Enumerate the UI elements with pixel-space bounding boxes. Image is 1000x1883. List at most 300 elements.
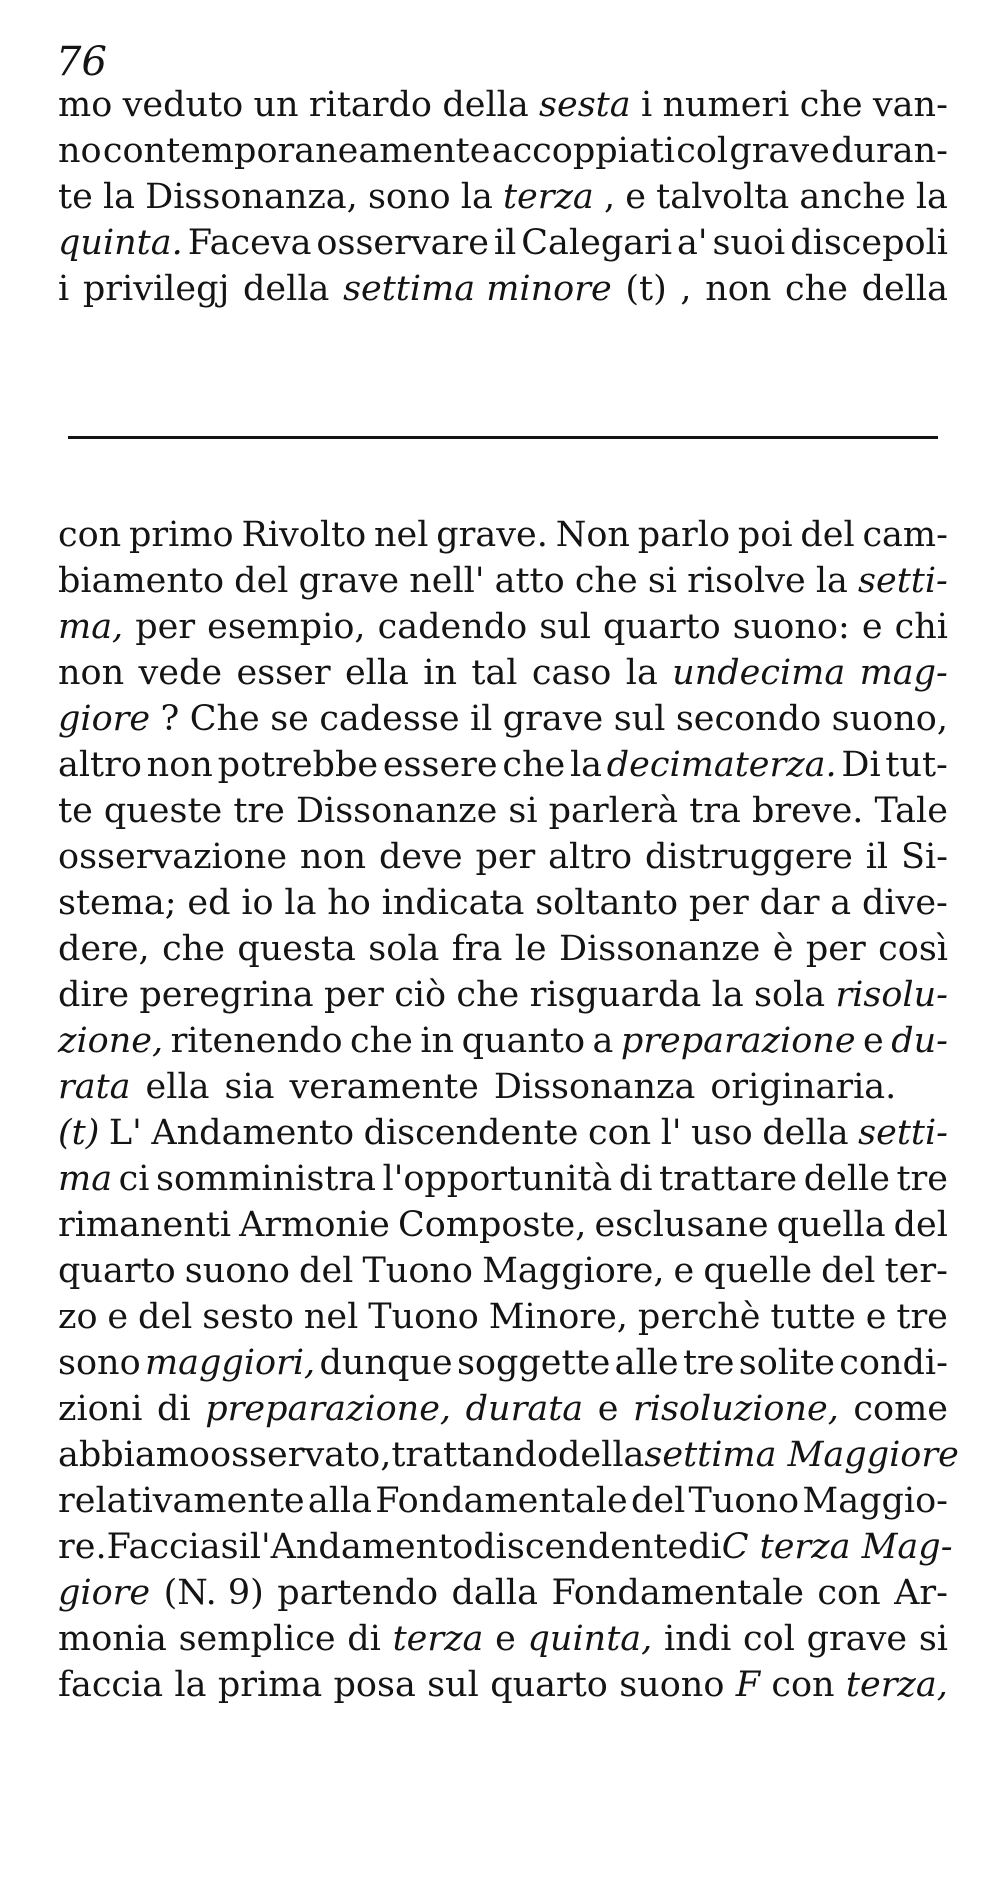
word: Calegari [521,223,673,263]
word: tre [233,791,285,831]
word: nell' [409,561,485,601]
word: con [587,1113,652,1153]
page-number: 76 [56,39,107,85]
word: per [688,883,749,923]
word: quarto [58,1251,176,1291]
word: prima [217,1665,323,1705]
word: tut- [885,745,948,785]
word: somministra [155,1159,376,1199]
word: discepoli [790,223,948,263]
word: esclusane [594,1205,769,1245]
word: che [574,561,638,601]
word: ci [118,1159,150,1199]
word: del [821,1251,876,1291]
word: dunque [319,1343,453,1383]
word: Armonie [239,1205,390,1245]
word: decimaterza. [606,745,837,785]
horizontal-rule [68,436,938,439]
word: Di [841,745,881,785]
word: Tale [874,791,948,831]
word: ella [344,653,409,693]
text-line [58,696,948,742]
word: Fondamentale [551,1573,804,1613]
word: di [688,1527,722,1567]
word: terza [392,1619,484,1659]
word: ed [187,883,231,923]
word: van- [872,85,948,125]
word: la [284,883,317,923]
word: Si- [901,837,948,877]
word: deve [378,837,463,877]
word: che [162,929,225,969]
word: del [800,515,855,555]
word: setti- [858,1113,948,1153]
word: Composte, [397,1205,587,1245]
word: , [603,177,616,217]
word: Fondamentale [375,1481,628,1521]
word: della [442,85,529,125]
word: suono, [831,699,948,739]
word: se [270,699,309,739]
word: fra [451,929,503,969]
word: suoi [712,223,786,263]
word: non [299,837,367,877]
word: te [58,177,93,217]
word: del [893,1205,948,1245]
word: faccia [58,1665,164,1705]
text-line [58,1386,948,1432]
upper-text-block [58,82,948,312]
word: perchè [637,1297,761,1337]
word: rimanenti [58,1205,232,1245]
text-line [58,834,948,880]
word: di [618,1159,653,1199]
lower-text-block [58,512,959,1708]
word: e [865,1297,887,1337]
word: relativamente [58,1481,305,1521]
word: Dissonanza [493,1067,696,1107]
word: ter- [884,1251,948,1291]
word: sola [754,975,826,1015]
word: du- [891,1021,948,1061]
word: osservare [316,223,489,263]
word: ciò [394,975,447,1015]
word: parlo [637,515,731,555]
word: in [420,1021,455,1061]
text-line [58,174,948,220]
word: indi [663,1619,732,1659]
word: esser [236,653,331,693]
word: anche [799,177,906,217]
word: parlerà [548,791,679,831]
word: maggiori, [144,1343,316,1383]
word: l'opportunità [382,1159,613,1199]
word: soggette [456,1343,611,1383]
word: tre [896,1159,948,1199]
text-line [58,1616,948,1662]
word: vede [138,653,223,693]
word: risguarda [529,975,702,1015]
word: del [299,1251,354,1291]
word: suono [184,1251,290,1291]
word: giore [58,1573,151,1613]
word: durata [465,1389,584,1429]
word: col [743,1619,795,1659]
word: sesto [202,1297,294,1337]
word: no [58,131,102,171]
word: zione, [58,1021,164,1061]
word: Dissonanza, [145,177,358,217]
word: semplice [178,1619,336,1659]
word: a [592,1021,614,1061]
word: undecima [672,653,846,693]
text-line [58,1524,953,1570]
word: è [772,929,794,969]
word: in [423,653,458,693]
word: privilegj [82,269,230,309]
word: secondo [675,699,822,739]
word: (t) [58,1113,100,1153]
word: per [805,929,866,969]
text-line [58,1570,948,1616]
word: e [673,1251,695,1291]
word: Dissonanze [295,791,498,831]
word: del [631,1481,686,1521]
word: della [558,1435,645,1475]
word: (N. 9) [163,1573,264,1613]
word: osservazione [58,837,288,877]
text-line [58,1156,948,1202]
word: per [135,607,196,647]
word: Tuono [362,1251,474,1291]
word: risolve [687,561,806,601]
word: del [234,561,289,601]
word: settima minore [343,269,612,309]
word: di [157,1389,191,1429]
word: posa [333,1665,416,1705]
word: dire [58,975,130,1015]
word: grave [729,131,830,171]
word: che [799,85,863,125]
word: sono [367,177,451,217]
word: cadendo [377,607,528,647]
word: quinta, [527,1619,653,1659]
word: alle [614,1343,679,1383]
word: sia [224,1067,275,1107]
word: a [830,883,852,923]
word: quinta. [58,223,183,263]
text-line [58,128,948,174]
text-line [58,1478,948,1524]
word: suono: [732,607,850,647]
word: talvolta [656,177,790,217]
word: condi- [839,1343,948,1383]
text-line [58,220,948,266]
word: così [878,929,948,969]
word: Rivolto [241,515,367,555]
text-line [58,1064,948,1110]
text-line [58,1340,948,1386]
word: Tuono [688,1481,800,1521]
word: essere [382,745,498,785]
word: che [456,975,520,1015]
word: preparazione [620,1021,856,1061]
word: accoppiati [491,131,675,171]
word: questa [237,929,356,969]
word: F [735,1665,761,1705]
word: solite [738,1343,835,1383]
word: contemporaneamente [102,131,491,171]
word: preparazione, [205,1389,452,1429]
word: della [243,269,330,309]
word: te [58,791,93,831]
word: atto [494,561,565,601]
word: quelle [703,1251,813,1291]
word: che [350,1021,413,1061]
word: suono [619,1665,725,1705]
word: quarto [490,1665,608,1705]
word: con [817,1573,881,1613]
word: ma [58,1159,113,1199]
word: la [460,177,493,217]
word: sono [58,1343,141,1383]
text-line [58,1662,948,1708]
word: dere, [58,929,150,969]
word: con [58,515,122,555]
word: la [711,975,744,1015]
word: veramente [289,1067,479,1107]
word: quarto [603,607,721,647]
word: numeri [662,85,790,125]
word: con [771,1665,835,1705]
word: dalla [451,1573,538,1613]
word: C terza Mag- [721,1527,953,1567]
text-line [58,880,948,926]
text-line [58,604,948,650]
word: chi [894,607,948,647]
word: dive- [861,883,948,923]
word: rata [58,1067,131,1107]
word: potrebbe [217,745,379,785]
word: queste [103,791,223,831]
word: Maggiore, [482,1251,665,1291]
word: breve. [751,791,864,831]
word: uso [691,1113,753,1153]
text-line [58,926,948,972]
word: tra [689,791,741,831]
word: la [915,177,948,217]
word: la [569,745,602,785]
word: della [762,1113,849,1153]
text-line [58,742,948,788]
word: Non [555,515,630,555]
text-line [58,1110,948,1156]
word: tal [471,653,518,693]
word: altro [548,837,633,877]
word: non [146,745,213,785]
word: risoluzione, [633,1389,839,1429]
word: per [475,837,536,877]
word: distruggere [644,837,853,877]
word: grave [298,561,400,601]
word: biamento [58,561,225,601]
word: il [469,699,493,739]
text-line [58,788,948,834]
word: osservato, [210,1435,392,1475]
word: la [102,177,135,217]
word: indicata [381,883,525,923]
word: Andamento [270,1527,474,1567]
word: si [918,1619,948,1659]
word: giore [58,699,151,739]
word: della [861,269,948,309]
text-line [58,512,948,558]
word: non [58,653,125,693]
word: l' [249,1527,271,1567]
word: quanto [461,1021,586,1061]
word: grave [502,699,604,739]
text-line [58,82,948,128]
word: la [174,1665,207,1705]
word: soltanto [535,883,679,923]
word: Faceva [187,223,312,263]
word: abbiamo [58,1435,210,1475]
word: Ar- [894,1573,948,1613]
word: discendente [363,1113,579,1153]
word: originaria. [710,1067,897,1107]
word: e [863,1021,884,1061]
text-line [58,650,948,696]
word: che [502,745,566,785]
word: mag- [859,653,948,693]
word: Facciasi [106,1527,250,1567]
text-line [58,972,948,1018]
word: stema; [58,883,177,923]
word: cam- [862,515,948,555]
word: nel [373,515,429,555]
word: duran- [831,131,948,171]
word: ritardo [308,85,432,125]
word: discendente [473,1527,689,1567]
word: sul [427,1665,479,1705]
word: Andamento [151,1113,355,1153]
word: alla [307,1481,372,1521]
word: veduto [122,85,244,125]
word: zioni [58,1389,143,1429]
word: un [253,85,299,125]
word: L' [108,1113,142,1153]
word: che [785,269,848,309]
word: la [815,561,848,601]
word: ho [327,883,371,923]
word: io [241,883,274,923]
word: non [705,269,772,309]
word: col [676,131,729,171]
text-line [58,1294,948,1340]
word: Che [189,699,260,739]
word: si [508,791,538,831]
word: come [853,1389,948,1429]
word: sola [368,929,440,969]
word: ? [160,699,180,739]
text-line [58,1018,948,1064]
word: Maggio- [802,1481,948,1521]
word: ma, [58,607,124,647]
text-line [58,266,948,312]
word: , [680,269,692,309]
word: Minore, [488,1297,628,1337]
word: delle [803,1159,890,1199]
word: tre [896,1297,948,1337]
word: Dissonanze [559,929,761,969]
word: trattare [659,1159,798,1199]
word: caso [531,653,612,693]
word: poi [737,515,793,555]
word: il [493,223,517,263]
word: i [640,85,653,125]
word: e [861,607,883,647]
word: l' [660,1113,682,1153]
text-line [58,558,948,604]
word: le [514,929,547,969]
word: tutte [770,1297,856,1337]
word: altro [58,745,142,785]
word: Tuono [368,1297,479,1337]
word: sul [539,607,591,647]
word: nel [303,1297,359,1337]
word: e [107,1297,129,1337]
word: peregrina [139,975,314,1015]
word: i [58,269,70,309]
word: trattando [391,1435,559,1475]
word: settima Maggiore [644,1435,959,1475]
word: partendo [277,1573,439,1613]
word: sul [613,699,666,739]
word: si [647,561,677,601]
word: e [495,1619,516,1659]
word: grave. [436,515,548,555]
word: zo [58,1297,98,1337]
word: sesta [539,85,631,125]
word: setti- [858,561,948,601]
word: ritenendo [170,1021,343,1061]
word: per [324,975,384,1015]
text-line [58,1202,948,1248]
word: grave [806,1619,908,1659]
word: del [138,1297,193,1337]
word: risolu- [835,975,948,1015]
word: re. [58,1527,107,1567]
word: dar [759,883,820,923]
word: a' [677,223,708,263]
word: cadesse [319,699,460,739]
word: terza, [845,1665,948,1705]
word: quella [776,1205,886,1245]
word: (t) [625,269,667,309]
word: e [597,1389,619,1429]
text-line [58,1248,948,1294]
word: di [347,1619,381,1659]
word: terza [502,177,594,217]
word: monia [58,1619,167,1659]
word: e [625,177,646,217]
word: primo [129,515,234,555]
text-line [58,1432,959,1478]
word: il [865,837,889,877]
word: mo [58,85,113,125]
word: esempio, [207,607,366,647]
word: ella [145,1067,210,1107]
